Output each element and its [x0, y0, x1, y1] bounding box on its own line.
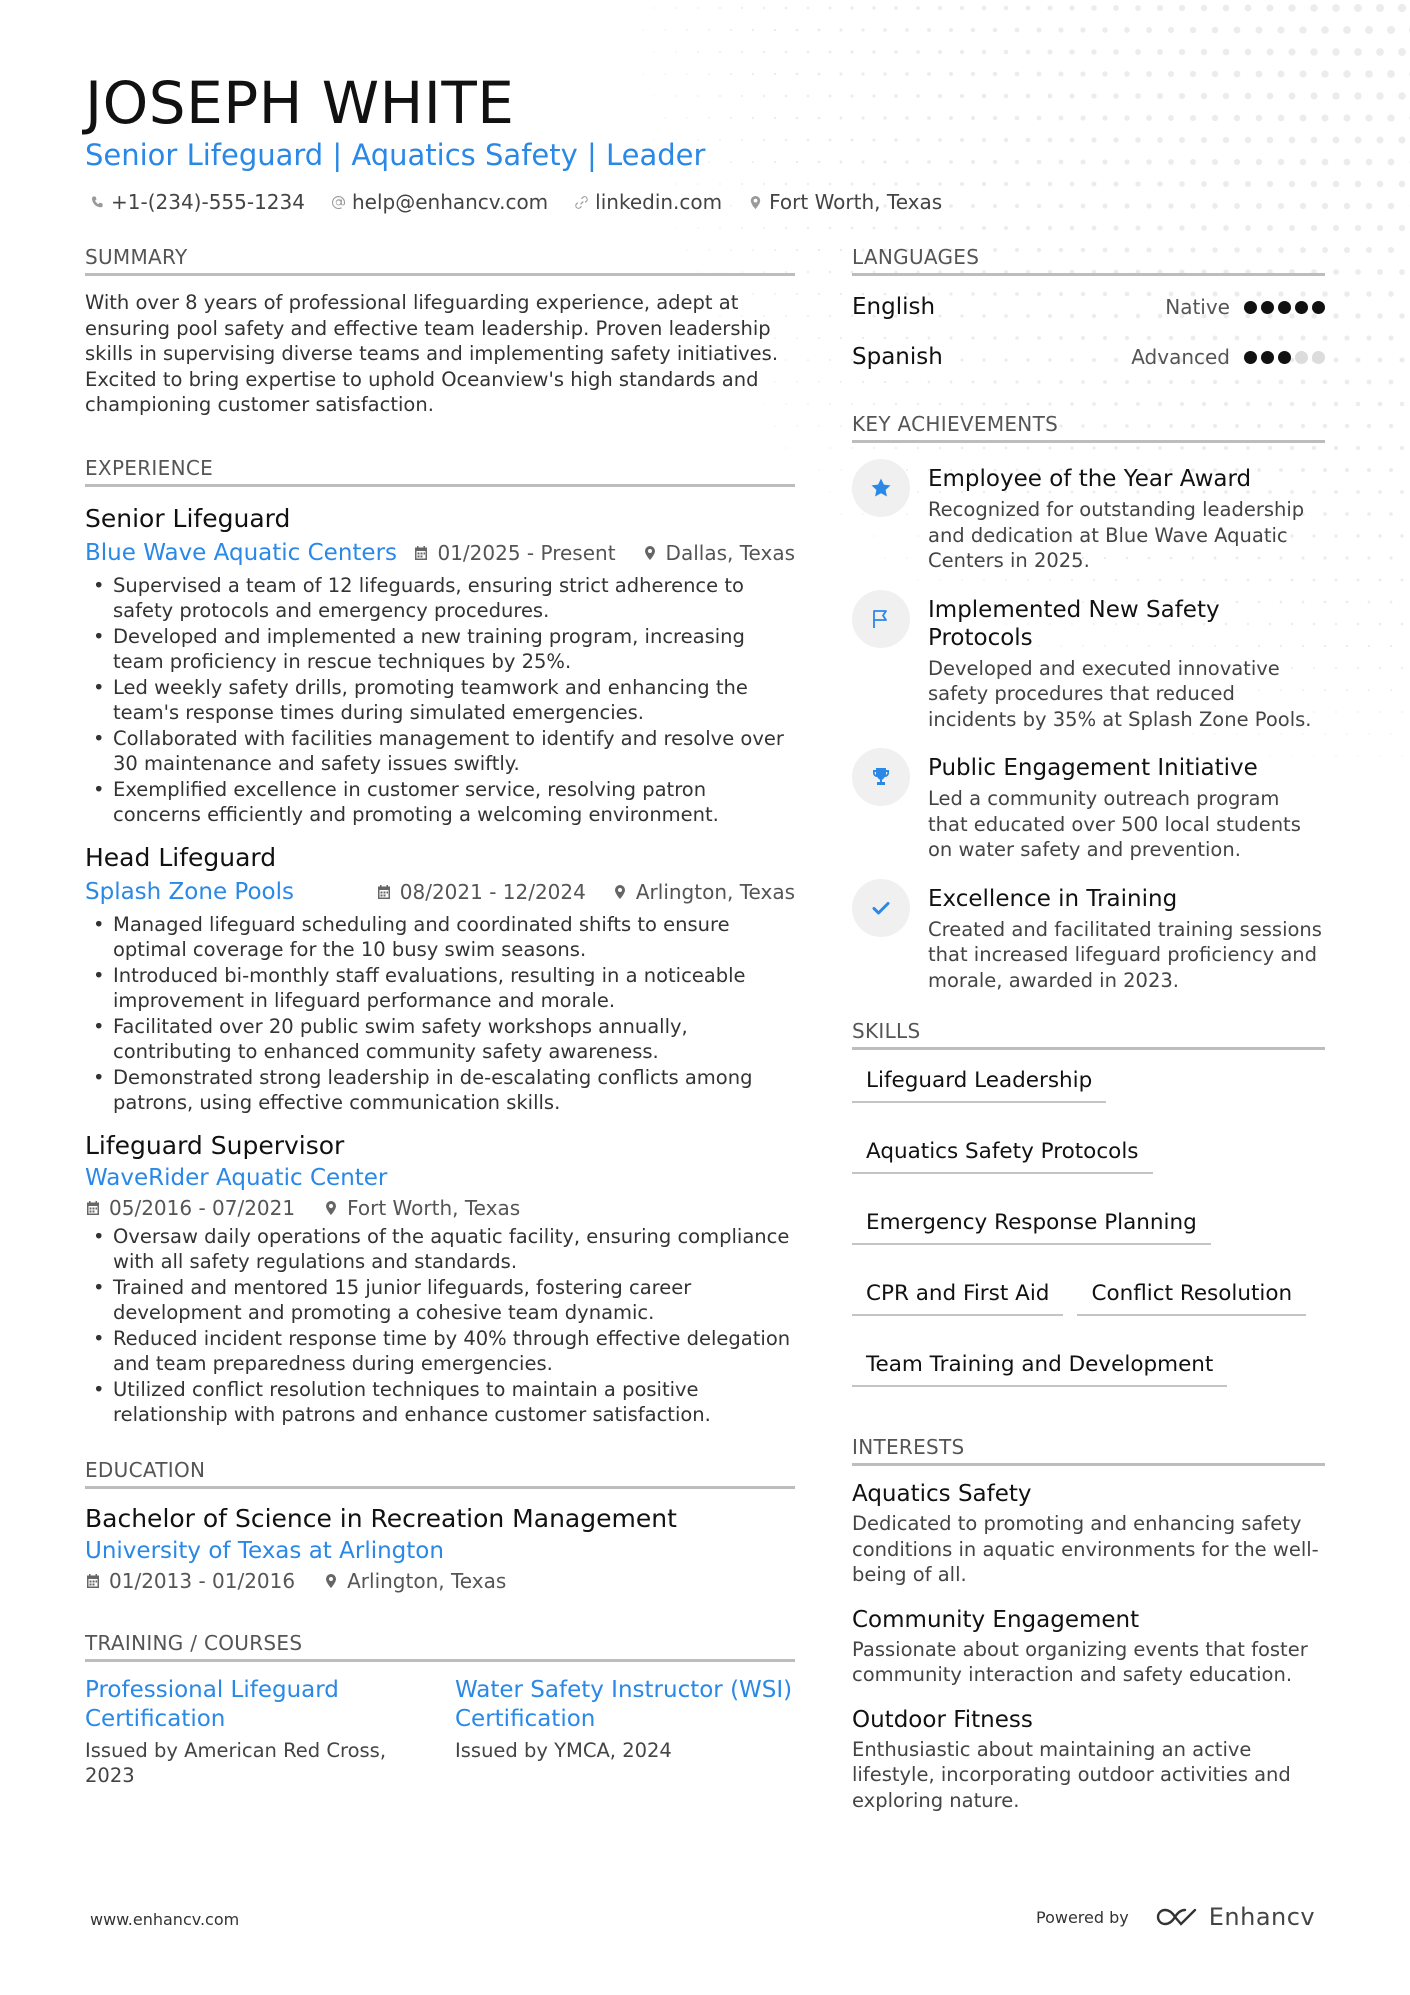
trophy-icon [869, 765, 893, 789]
achievement-desc: Recognized for outstanding leadership and dedication at Blue Wave Aquatic Centers in 2025. [928, 498, 1305, 572]
bullet-item: • Facilitated over 20 public swim safety workshops annually, contributing to enhanced community safety awareness. [85, 1014, 795, 1065]
bullet-item: • Led weekly safety drills, promoting teamwork and enhancing the team's response times during simulated emergencies. [85, 675, 795, 726]
rating-dot [1261, 351, 1274, 364]
interest-item [852, 1606, 1325, 1688]
brand-name: Enhancv [1208, 1903, 1316, 1931]
calendar-icon [85, 1573, 101, 1589]
language-rating [1244, 301, 1325, 314]
job-dates: 01/2025 - Present [413, 541, 615, 565]
course-issuer: Issued by YMCA, 2024 [455, 1738, 672, 1762]
job-meta [85, 537, 795, 569]
interests-section [852, 1435, 1325, 1813]
experience-entry [85, 503, 795, 828]
interest-desc: Passionate about organizing events that foster community interaction and safety education. [852, 1637, 1308, 1686]
skill-tag: CPR and First Aid [852, 1277, 1063, 1316]
achievement-item [852, 465, 1325, 574]
calendar-icon [85, 1200, 101, 1216]
bullet-item: • Developed and implemented a new training program, increasing team proficiency in rescue techniques by 25%. [85, 624, 795, 675]
job-title: Lifeguard Supervisor [85, 1130, 345, 1160]
interest-item [852, 1480, 1325, 1588]
email-text: help@enhancv.com [351, 190, 549, 214]
skill-tag: Lifeguard Leadership [852, 1064, 1106, 1103]
interest-desc: Enthusiastic about maintaining an active lifestyle, incorporating outdoor activities and exploring nature. [852, 1737, 1291, 1812]
language-name: English [852, 294, 936, 320]
candidate-name: JOSEPH WHITE [85, 69, 515, 137]
achievement-title: Employee of the Year Award [928, 466, 1252, 492]
calendar-icon [376, 884, 392, 900]
achievement-item [852, 596, 1325, 733]
job-dates: 08/2021 - 12/2024 [376, 880, 586, 904]
course-title[interactable]: Professional Lifeguard Certification [85, 1676, 339, 1732]
job-dates: 05/2016 - 07/2021 [85, 1196, 295, 1220]
powered-by-label: Powered by [1036, 1907, 1129, 1927]
school-name[interactable]: University of Texas at Arlington [85, 1537, 444, 1564]
experience-entry [85, 1130, 795, 1428]
summary-section [85, 245, 795, 418]
skill-tag: Aquatics Safety Protocols [852, 1135, 1153, 1174]
skill-list [852, 1064, 1325, 1387]
course-item [455, 1676, 795, 1789]
interest-title: Aquatics Safety [852, 1481, 1032, 1507]
bullet-item: • Demonstrated strong leadership in de-escalating conflicts among patrons, using effective communication skills. [85, 1065, 795, 1116]
degree-title: Bachelor of Science in Recreation Management [85, 1503, 677, 1533]
linkedin-text: linkedin.com [595, 190, 723, 214]
rating-dot [1261, 301, 1274, 314]
bullet-item: • Exemplified excellence in customer service, resolving patron concerns efficiently and promoting a welcoming environment. [85, 777, 795, 828]
phone-icon [90, 195, 105, 210]
course-item [85, 1676, 425, 1789]
skills-section [852, 1019, 1325, 1387]
experience-heading: EXPERIENCE [85, 456, 795, 487]
bullet-item: • Managed lifeguard scheduling and coordinated shifts to ensure optimal coverage for the 10 busy swim seasons. [85, 912, 795, 963]
achievement-title: Implemented New Safety Protocols [928, 596, 1220, 651]
experience-entry [85, 842, 795, 1116]
achievement-title: Public Engagement Initiative [928, 755, 1258, 781]
achievement-item [852, 754, 1325, 863]
education-heading: EDUCATION [85, 1458, 795, 1489]
job-bullets [85, 1224, 795, 1428]
rating-dot [1244, 301, 1257, 314]
link-icon [574, 195, 589, 210]
interest-title: Community Engagement [852, 1606, 1140, 1633]
skill-tag: Emergency Response Planning [852, 1206, 1211, 1245]
at-icon [331, 195, 346, 210]
job-meta [85, 876, 795, 908]
language-row [852, 282, 1325, 332]
summary-text: With over 8 years of professional lifeguarding experience, adept at ensuring pool safety and effective team leadership. Proven leadership skills in supervising diverse teams and implementing safety initiatives. Excited to bring expertise to uphold Oceanview's high standards and championing customer satisfaction. [85, 291, 779, 416]
rating-dot [1312, 351, 1325, 364]
course-issuer: Issued by American Red Cross, 2023 [85, 1738, 387, 1787]
language-level: Advanced [1131, 345, 1230, 369]
location-text: Fort Worth, Texas [769, 190, 943, 214]
footer-brand [1036, 1903, 1315, 1931]
skills-heading: SKILLS [852, 1019, 1325, 1050]
achievement-desc: Led a community outreach program that educated over 500 local students on water safety and prevention. [928, 787, 1301, 861]
education-dates: 01/2013 - 01/2016 [85, 1569, 295, 1593]
achievements-heading: KEY ACHIEVEMENTS [852, 412, 1325, 443]
calendar-icon [413, 545, 429, 561]
course-list [85, 1676, 795, 1789]
right-column [852, 245, 1325, 1831]
training-section [85, 1631, 795, 1789]
job-title: Senior Lifeguard [85, 503, 291, 533]
rating-dot [1278, 301, 1291, 314]
job-meta [85, 1196, 795, 1220]
training-heading: TRAINING / COURSES [85, 1631, 795, 1662]
languages-heading: LANGUAGES [852, 245, 1325, 276]
location-icon [323, 1573, 339, 1589]
language-rating [1244, 351, 1325, 364]
job-location: Arlington, Texas [612, 880, 795, 904]
bullet-item: • Oversaw daily operations of the aquatic facility, ensuring compliance with all safety regulations and standards. [85, 1224, 795, 1275]
rating-dot [1295, 301, 1308, 314]
location-icon [612, 884, 628, 900]
rating-dot [1278, 351, 1291, 364]
contact-email[interactable] [331, 190, 548, 214]
education-location: Arlington, Texas [323, 1569, 506, 1593]
bullet-item: • Collaborated with facilities management to identify and resolve over 30 maintenance and safety issues swiftly. [85, 726, 795, 777]
location-icon [748, 195, 763, 210]
location-icon [323, 1200, 339, 1216]
language-level: Native [1165, 295, 1230, 319]
bullet-item: • Reduced incident response time by 40% through effective delegation and team preparedness during emergencies. [85, 1326, 795, 1377]
education-meta [85, 1569, 795, 1593]
check-icon [869, 896, 893, 920]
flag-icon [869, 607, 893, 631]
bullet-item: • Trained and mentored 15 junior lifeguards, fostering career development and promoting a cohesive team dynamic. [85, 1275, 795, 1326]
achievement-desc: Created and facilitated training sessions that increased lifeguard proficiency and morale, awarded in 2023. [928, 917, 1322, 992]
summary-heading: SUMMARY [85, 245, 795, 276]
interest-desc: Dedicated to promoting and enhancing safety conditions in aquatic environments for the well-being of all. [852, 1512, 1319, 1586]
contact-phone[interactable] [90, 190, 305, 214]
rating-dot [1295, 351, 1308, 364]
contact-linkedin[interactable] [574, 190, 722, 214]
enhancv-logo-icon [1155, 1905, 1201, 1929]
job-location: Dallas, Texas [642, 541, 795, 565]
rating-dot [1312, 301, 1325, 314]
enhancv-logo[interactable] [1155, 1903, 1315, 1931]
achievement-item [852, 885, 1325, 994]
footer-website[interactable]: www.enhancv.com [90, 1910, 240, 1929]
achievements-section [852, 412, 1325, 993]
interest-title: Outdoor Fitness [852, 1706, 1033, 1733]
language-name: Spanish [852, 344, 943, 370]
skill-tag: Team Training and Development [852, 1348, 1227, 1387]
interests-heading: INTERESTS [852, 1435, 1325, 1466]
company-name[interactable]: Blue Wave Aquatic Centers [85, 539, 398, 566]
location-icon [642, 545, 658, 561]
bullet-item: • Utilized conflict resolution techniques to maintain a positive relationship with patrons and enhance customer satisfaction. [85, 1377, 795, 1428]
bullet-item: • Introduced bi-monthly staff evaluations, resulting in a noticeable improvement in lifeguard performance and morale. [85, 963, 795, 1014]
job-bullets [85, 912, 795, 1116]
rating-dot [1244, 351, 1257, 364]
candidate-headline: Senior Lifeguard | Aquatics Safety | Leader [85, 138, 706, 172]
contact-location [748, 190, 942, 214]
education-section [85, 1458, 795, 1593]
job-title: Head Lifeguard [85, 842, 277, 872]
interest-item [852, 1706, 1325, 1814]
job-location: Fort Worth, Texas [323, 1196, 520, 1220]
left-column [85, 245, 795, 1789]
achievement-title: Excellence in Training [928, 885, 1178, 912]
languages-section [852, 245, 1325, 382]
phone-text: +1-(234)-555-1234 [111, 190, 305, 214]
contact-bar [90, 190, 942, 214]
skill-tag: Conflict Resolution [1077, 1277, 1306, 1316]
company-name[interactable]: Splash Zone Pools [85, 878, 294, 905]
company-name[interactable]: WaveRider Aquatic Center [85, 1164, 388, 1191]
achievement-desc: Developed and executed innovative safety procedures that reduced incidents by 35% at Splash Zone Pools. [928, 656, 1312, 731]
bullet-item: • Supervised a team of 12 lifeguards, ensuring strict adherence to safety protocols and emergency procedures. [85, 573, 795, 624]
language-row [852, 332, 1325, 382]
experience-section [85, 456, 795, 1428]
course-title[interactable]: Water Safety Instructor (WSI) Certification [455, 1676, 793, 1732]
star-icon [869, 476, 893, 500]
job-bullets [85, 573, 795, 828]
